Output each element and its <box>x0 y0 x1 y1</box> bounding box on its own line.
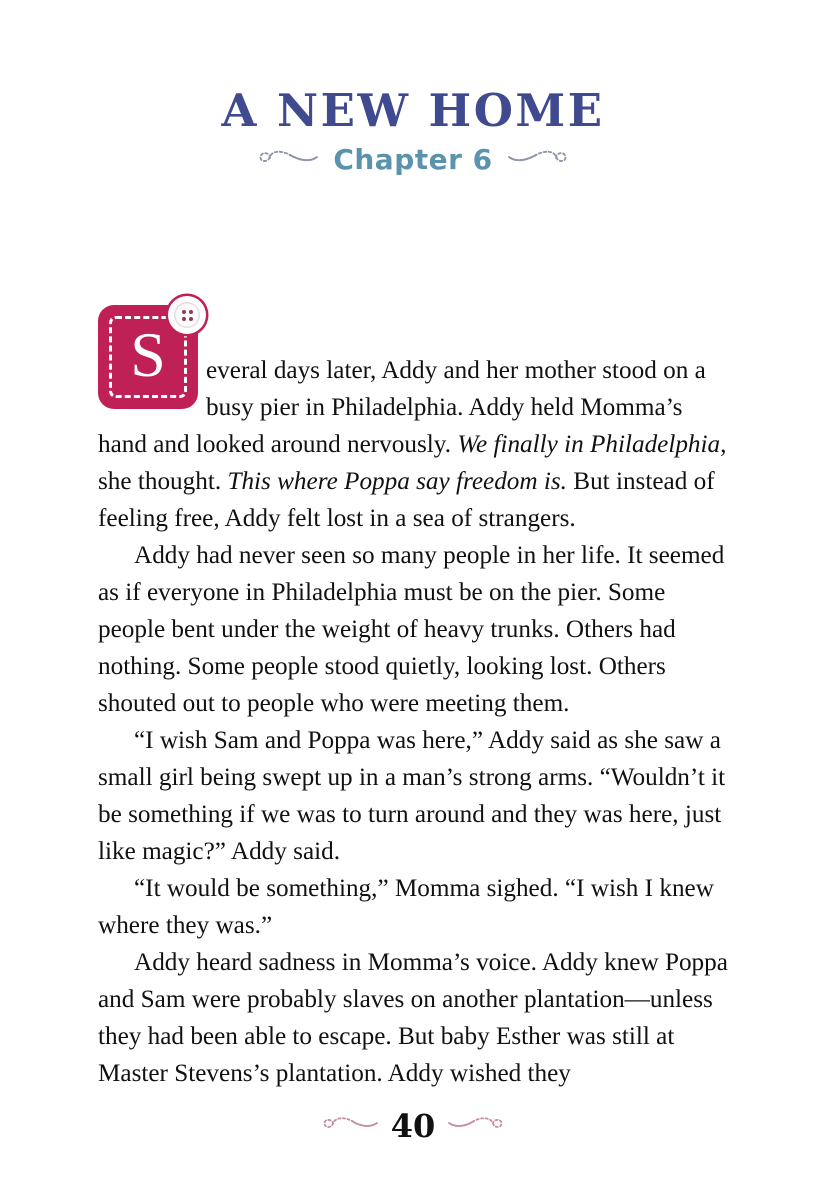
flourish-swirl-icon <box>257 147 319 174</box>
page-footer <box>0 1108 826 1144</box>
drop-cap-letter: S <box>130 319 166 390</box>
paragraph-1-run-4: This where Poppa say freedom is. <box>227 468 567 495</box>
paragraph-1-run-2: We finally in Philadelphia, <box>457 431 727 458</box>
sewing-button-holes <box>174 302 200 328</box>
paragraph-1-run-5: But instead of feeling free, Addy felt lost in a sea of strangers. <box>98 468 715 532</box>
paragraph-3: “I wish Sam and Poppa was here,” Addy said as she saw a small girl being swept up in a man’s strong arms. “Wouldn’t it be something if we was to turn around and they was here, just like magic?” Addy said. <box>98 727 726 865</box>
page-number: 40 <box>390 1107 436 1145</box>
flourish-swirl-icon <box>447 1114 505 1139</box>
page-title: A NEW HOME <box>221 84 605 137</box>
body-text <box>98 319 732 1092</box>
flourish-swirl-icon <box>507 147 569 174</box>
paragraph-2: Addy had never seen so many people in her life. It seemed as if everyone in Philadelphia must be on the pier. Some people bent under the weight of heavy trunks. Others had nothing. Some people stood quietly, looking lost. Others shouted out to people who were meeting them. <box>98 542 725 717</box>
flourish-swirl-icon <box>321 1114 379 1139</box>
drop-cap <box>98 305 198 409</box>
paragraph-1-run-1: everal days later, Addy and her mother stood on a busy pier in Philadelphia. Addy held Momma’s hand and looked around nervously. <box>98 357 706 458</box>
chapter-label: Chapter 6 <box>333 143 493 176</box>
paragraph-1 <box>98 319 732 537</box>
chapter-subtitle-row <box>0 144 826 176</box>
chapter-heading <box>0 86 826 176</box>
paragraph-1-run-3: she thought. <box>98 468 228 495</box>
sewing-button-icon <box>168 296 206 334</box>
paragraph-4: “It would be something,” Momma sighed. “I wish I knew where they was.” <box>98 875 714 939</box>
paragraph-5: Addy heard sadness in Momma’s voice. Addy knew Poppa and Sam were probably slaves on another plantation—unless they had been able to escape. But baby Esther was still at Master Stevens’s plantation. Addy wished they <box>98 949 728 1087</box>
